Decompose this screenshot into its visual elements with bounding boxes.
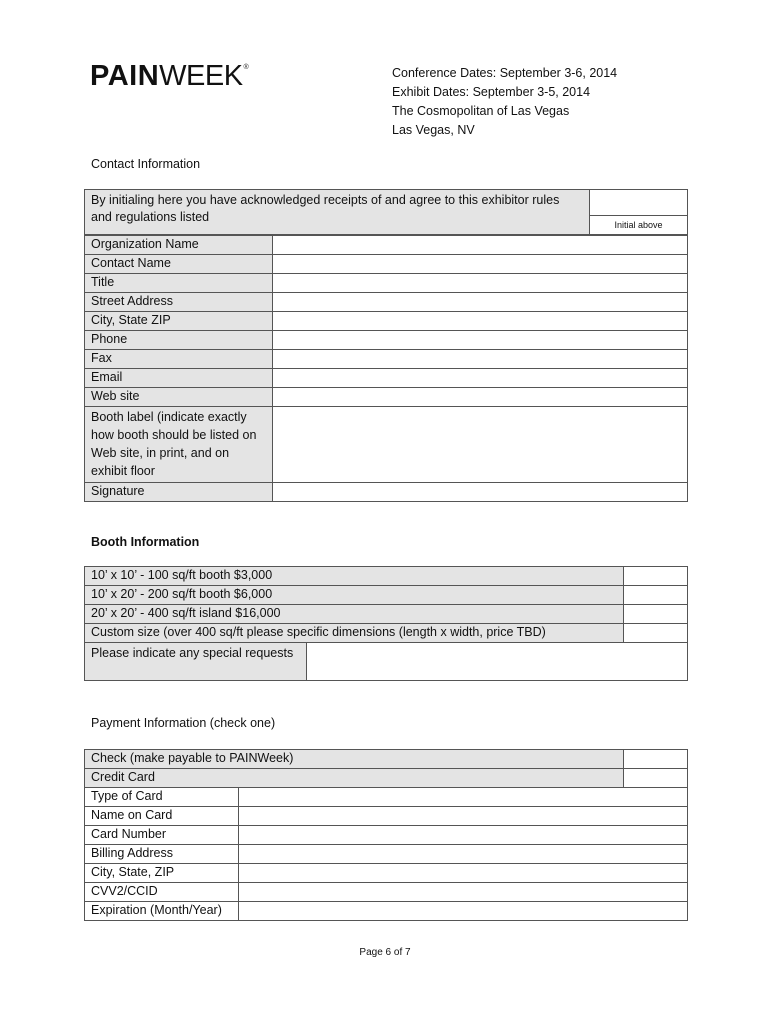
logo-bold-text: PAIN: [90, 60, 160, 92]
field-label: Billing Address: [85, 845, 239, 864]
title-input[interactable]: [273, 274, 688, 293]
contact-section-title: Contact Information: [91, 157, 201, 171]
name-on-card-input[interactable]: [239, 807, 688, 826]
conference-info: [392, 64, 617, 140]
booth-option-label: 10’ x 10’ - 100 sq/ft booth $3,000: [85, 567, 624, 586]
booth-option-label: 20’ x 20’ - 400 sq/ft island $16,000: [85, 605, 624, 624]
exhibit-dates: Exhibit Dates: September 3-5, 2014: [392, 85, 591, 99]
phone-input[interactable]: [273, 331, 688, 350]
card-type-input[interactable]: [239, 788, 688, 807]
credit-card-checkbox[interactable]: [624, 769, 688, 788]
email-input[interactable]: [273, 369, 688, 388]
registered-mark: ®: [243, 64, 250, 71]
billing-city-state-zip-input[interactable]: [239, 864, 688, 883]
field-label: Street Address: [85, 293, 273, 312]
special-requests-label: Please indicate any special requests: [85, 643, 307, 681]
field-label: Title: [85, 274, 273, 293]
signature-input[interactable]: [273, 483, 688, 502]
contact-table: [84, 235, 688, 502]
billing-address-input[interactable]: [239, 845, 688, 864]
field-label: Expiration (Month/Year): [85, 902, 239, 921]
booth-option-checkbox[interactable]: [624, 605, 688, 624]
field-label: Contact Name: [85, 255, 273, 274]
initial-field[interactable]: [590, 190, 688, 235]
payment-section-title: Payment Information (check one): [91, 716, 276, 730]
payment-method-table: [84, 749, 688, 788]
booth-option-label: Custom size (over 400 sq/ft please specific dimensions (length x width, price TBD): [85, 624, 624, 643]
booth-option-checkbox[interactable]: [624, 586, 688, 605]
field-label: Phone: [85, 331, 273, 350]
city: Las Vegas, NV: [392, 123, 475, 137]
conference-dates: Conference Dates: September 3-6, 2014: [392, 66, 618, 80]
expiration-input[interactable]: [239, 902, 688, 921]
field-label: Email: [85, 369, 273, 388]
cvv-input[interactable]: [239, 883, 688, 902]
page-number: Page 6 of 7: [359, 947, 411, 958]
field-label: Type of Card: [85, 788, 239, 807]
street-address-input[interactable]: [273, 293, 688, 312]
contact-name-input[interactable]: [273, 255, 688, 274]
card-number-input[interactable]: [239, 826, 688, 845]
field-label: Name on Card: [85, 807, 239, 826]
field-label: City, State, ZIP: [85, 864, 239, 883]
field-label: Web site: [85, 388, 273, 407]
special-requests-table: [84, 642, 688, 681]
booth-option-checkbox[interactable]: [624, 624, 688, 643]
field-label: Fax: [85, 350, 273, 369]
check-checkbox[interactable]: [624, 750, 688, 769]
venue: The Cosmopolitan of Las Vegas: [392, 104, 570, 118]
initial-note: Initial above: [590, 215, 687, 234]
field-label: CVV2/CCID: [85, 883, 239, 902]
booth-label-input[interactable]: [273, 407, 688, 483]
field-label: Booth label (indicate exactly how booth should be listed on Web site, in print, and on exhibit floor: [85, 407, 273, 483]
fax-input[interactable]: [273, 350, 688, 369]
painweek-logo: [90, 62, 249, 91]
payment-method-label: Credit Card: [85, 769, 624, 788]
payment-method-label: Check (make payable to PAINWeek): [85, 750, 624, 769]
logo-light-text: WEEK: [159, 60, 243, 92]
booth-section-title: Booth Information: [91, 535, 200, 549]
field-label: Card Number: [85, 826, 239, 845]
field-label: Signature: [85, 483, 273, 502]
acknowledgement-text: By initialing here you have acknowledged receipts of and agree to this exhibitor rules and regulations listed: [85, 190, 590, 235]
booth-options-table: [84, 566, 688, 643]
field-label: Organization Name: [85, 236, 273, 255]
organization-name-input[interactable]: [273, 236, 688, 255]
card-details-table: [84, 787, 688, 921]
city-state-zip-input[interactable]: [273, 312, 688, 331]
website-input[interactable]: [273, 388, 688, 407]
acknowledgement-table: [84, 189, 688, 235]
special-requests-input[interactable]: [307, 643, 688, 681]
field-label: City, State ZIP: [85, 312, 273, 331]
booth-option-checkbox[interactable]: [624, 567, 688, 586]
booth-option-label: 10’ x 20’ - 200 sq/ft booth $6,000: [85, 586, 624, 605]
